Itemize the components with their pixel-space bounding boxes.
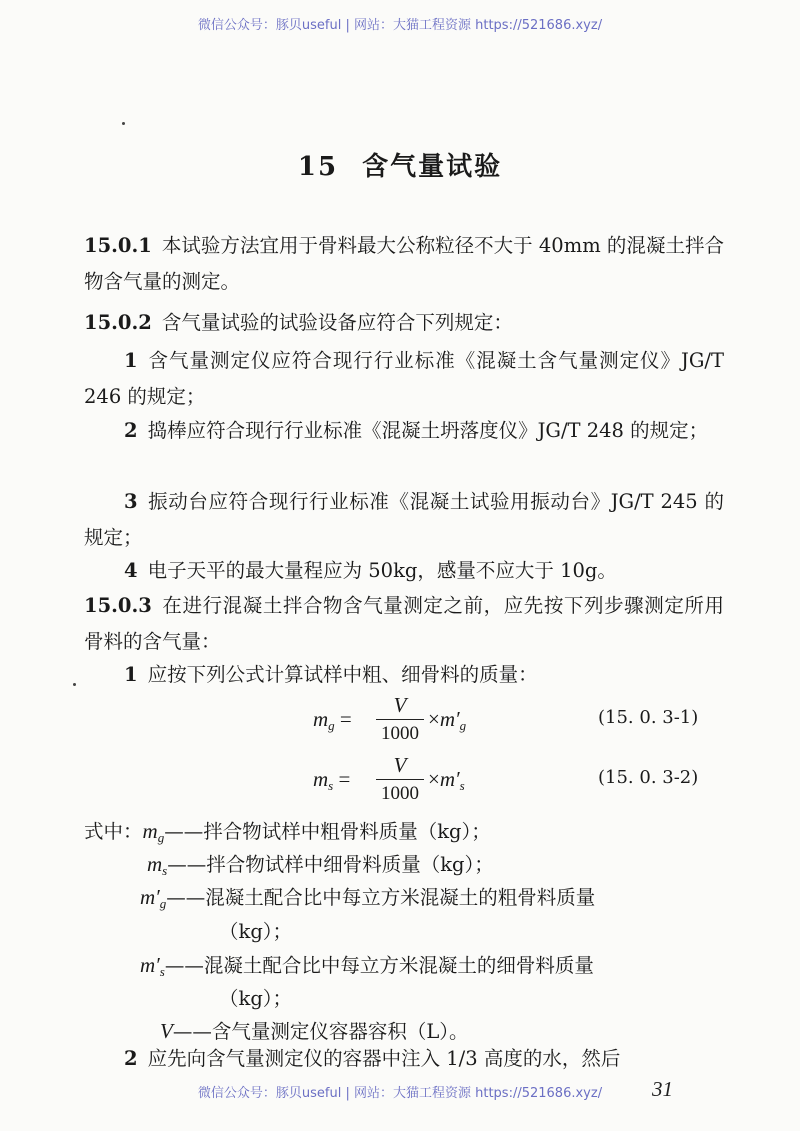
- item-15-0-3-1: [84, 657, 724, 693]
- clause-number: 15.0.2: [84, 311, 152, 334]
- def-symbol: $m_g$: [142, 819, 165, 845]
- def-text: 混凝土配合比中每立方米混凝土的粗骨料质量: [205, 886, 596, 909]
- def-symbol: $m_s$: [147, 852, 168, 878]
- fraction-bar: [376, 779, 424, 780]
- item-text: 振动台应符合现行行业标准《混凝土试验用振动台》JG/T 245 的规定；: [84, 490, 724, 549]
- def-symbol: $m'_g$: [140, 885, 167, 911]
- def-symbol: $m'_s$: [140, 953, 165, 979]
- def-text: 拌合物试样中细骨料质量（kg）；: [206, 853, 494, 876]
- definition-ms-prime: $m'_s——$混凝土配合比中每立方米混凝土的细骨料质量: [140, 953, 594, 979]
- item-15-0-2-4: [84, 553, 724, 589]
- definition-ms-prime-cont: （kg）；: [219, 987, 293, 1010]
- scan-speck: [73, 683, 76, 686]
- fraction-denominator: 1000: [381, 783, 419, 804]
- formula-fraction: [376, 693, 424, 746]
- item-15-0-2-1: [84, 343, 724, 415]
- clause-number: 15.0.3: [84, 594, 152, 617]
- where-label: 式中：: [84, 820, 143, 843]
- item-15-0-2-3: [84, 484, 724, 556]
- formula-15-0-3-1: [0, 693, 800, 753]
- item-number: 1: [124, 349, 138, 372]
- item-number: 2: [124, 419, 138, 442]
- fraction-bar: [376, 719, 424, 720]
- clause-text: 本试验方法宜用于骨料最大公称粒径不大于 40mm 的混凝土拌合物含气量的测定。: [84, 234, 724, 293]
- def-text: 混凝土配合比中每立方米混凝土的细骨料质量: [203, 954, 594, 977]
- watermark-bottom: 微信公众号：豚贝useful | 网站：大猫工程资源 https://521686.xyz/: [197, 1086, 603, 1101]
- item-text: 含气量测定仪应符合现行行业标准《混凝土含气量测定仪》JG/T 246 的规定；: [84, 349, 724, 408]
- item-number: 2: [124, 1047, 138, 1070]
- chapter-title-text: 含气量试验: [362, 152, 503, 182]
- fraction-numerator: V: [393, 753, 407, 777]
- page-number: 31: [652, 1077, 673, 1101]
- item-text: 应先向含气量测定仪的容器中注入 1/3 高度的水，然后: [147, 1047, 621, 1070]
- item-number: 4: [124, 559, 138, 582]
- definition-mg-prime-cont: （kg）；: [219, 920, 293, 943]
- item-number: 3: [124, 490, 138, 513]
- clause-text: 含气量试验的试验设备应符合下列规定：: [161, 311, 513, 334]
- formula-rhs: $\times m'_g$: [428, 707, 467, 733]
- definition-ms: $m_s——$拌合物试样中细骨料质量（kg）；: [147, 852, 494, 878]
- equation-number: (15. 0. 3-2): [598, 767, 699, 788]
- def-symbol: V: [160, 1019, 173, 1043]
- equation-number: (15. 0. 3-1): [598, 707, 699, 728]
- definition-mg-prime: $m'_g——$混凝土配合比中每立方米混凝土的粗骨料质量: [140, 885, 596, 911]
- formula-15-0-3-2: [0, 753, 800, 813]
- fraction-denominator: 1000: [381, 723, 419, 744]
- fraction-numerator: V: [393, 693, 407, 717]
- item-text: 电子天平的最大量程应为 50kg，感量不应大于 10g。: [147, 559, 617, 582]
- def-text: 拌合物试样中粗骨料质量（kg）；: [203, 820, 491, 843]
- clause-15-0-1: [84, 228, 724, 300]
- formula-lhs: $m_g$ =: [313, 707, 352, 733]
- clause-15-0-2: [84, 305, 724, 341]
- clause-text: 在进行混凝土拌合物含气量测定之前，应先按下列步骤测定所用骨料的含气量：: [84, 594, 724, 653]
- formula-rhs: $\times m'_s$: [428, 767, 465, 793]
- clause-15-0-3: [84, 588, 724, 660]
- scan-speck: [122, 122, 125, 125]
- item-15-0-2-2: [84, 413, 724, 449]
- item-text: 应按下列公式计算试样中粗、细骨料的质量：: [147, 663, 538, 686]
- chapter-title: [0, 146, 800, 183]
- item-text: 捣棒应符合现行行业标准《混凝土坍落度仪》JG/T 248 的规定；: [147, 419, 709, 442]
- clause-number: 15.0.1: [84, 234, 152, 257]
- item-15-0-3-2: [84, 1041, 724, 1077]
- watermark-top: 微信公众号：豚贝useful | 网站：大猫工程资源 https://521686.xyz/: [197, 18, 603, 33]
- chapter-number: 15: [297, 152, 339, 182]
- formula-lhs: $m_s$ =: [313, 767, 351, 793]
- definition-v: V——含气量测定仪容器容积（L）。: [160, 1019, 469, 1043]
- formula-fraction: [376, 753, 424, 806]
- item-number: 1: [124, 663, 138, 686]
- def-text: 含气量测定仪容器容积（L）。: [211, 1020, 469, 1043]
- where-label-line: 式中：$m_g——$拌合物试样中粗骨料质量（kg）；: [84, 819, 491, 845]
